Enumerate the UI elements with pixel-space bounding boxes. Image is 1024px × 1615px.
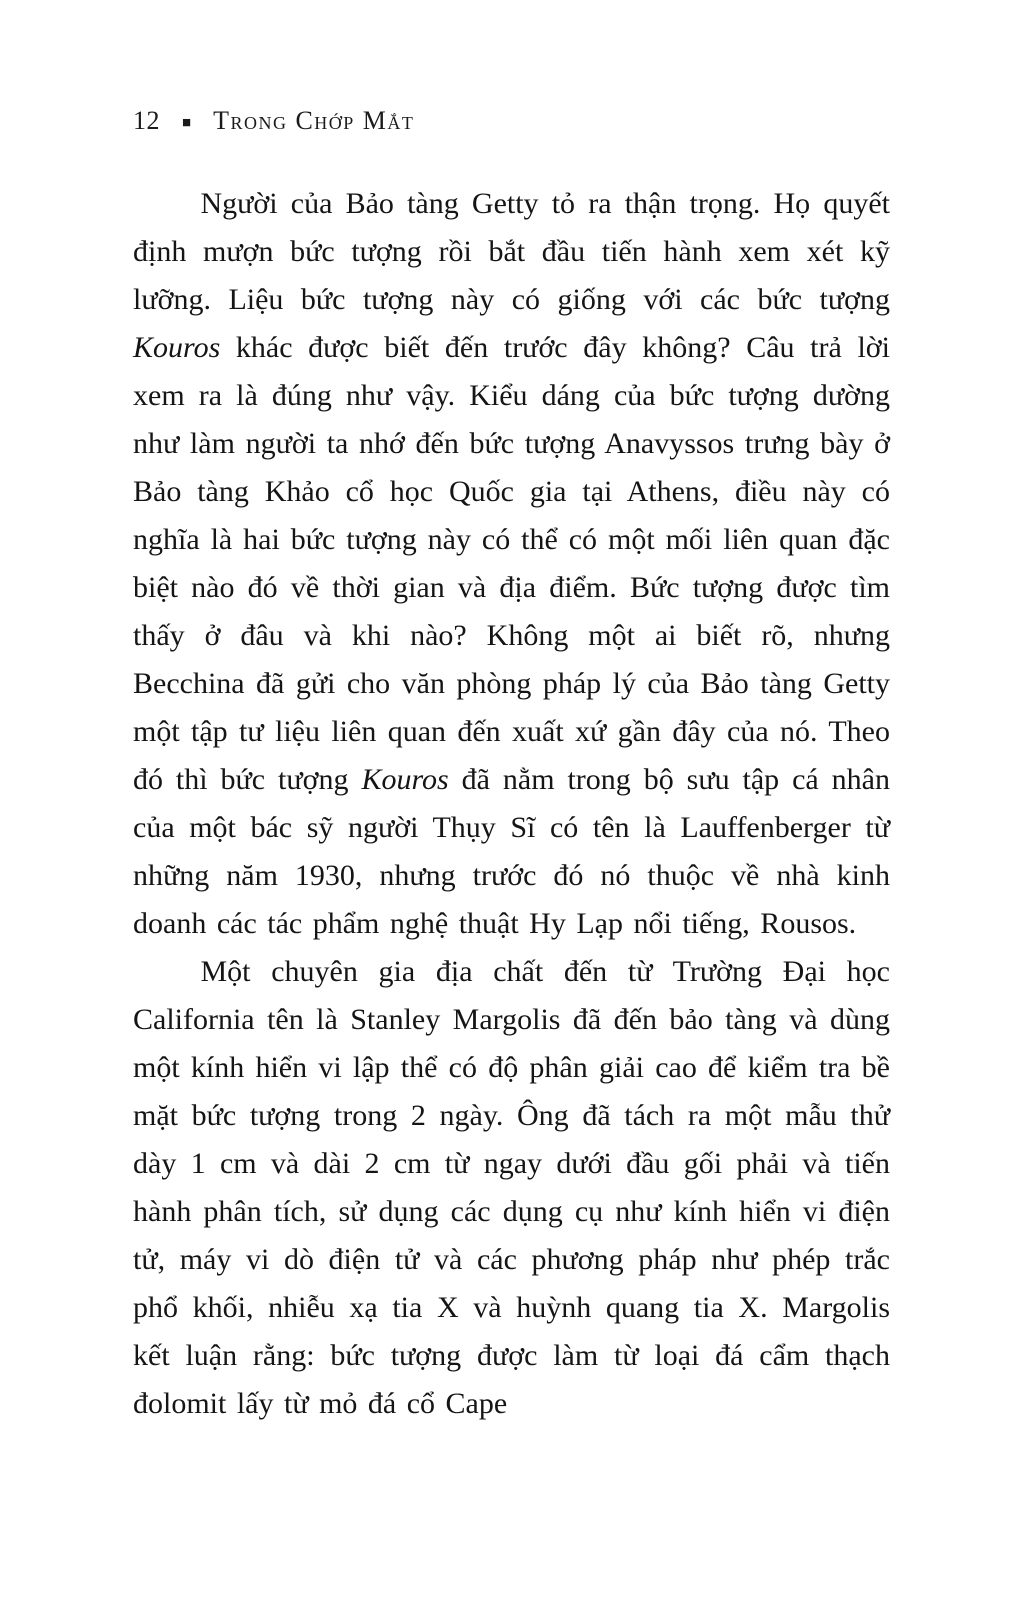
- text-run: khác được biết đến trước đây không? Câu trả lời xem ra là đúng như vậy. Kiểu dáng của bức tượng dường như làm người ta nhớ đến bức tượng Anavyssos trưng bày ở Bảo tàng Khảo cổ học Quốc gia tại Athens, điều này có nghĩa là hai bức tượng này có thể có một mối liên quan đặc biệt nào đó về thời gian và địa điểm. Bức tượng được tìm thấy ở đâu và khi nào? Không một ai biết rõ, nhưng Becchina đã gửi cho văn phòng pháp lý của Bảo tàng Getty một tập tư liệu liên quan đến xuất xứ gần đây của nó. Theo đó thì bức tượng: [133, 330, 890, 796]
- text-run: đã nằm trong bộ sưu tập cá nhân của một bác sỹ người Thụy Sĩ có tên là Lauffenberger từ những năm 1930, nhưng trước đó nó thuộc về nhà kinh doanh các tác phẩm nghệ thuật Hy Lạp nổi tiếng, Rousos.: [133, 762, 890, 940]
- running-title: Trong Chớp Mắt: [213, 106, 415, 135]
- page-header: [133, 106, 890, 136]
- text-run: Một chuyên gia địa chất đến từ Trường Đại học California tên là Stanley Margolis đã đến bảo tàng và dùng một kính hiển vi lập thể có độ phân giải cao để kiểm tra bề mặt bức tượng trong 2 ngày. Ông đã tách ra một mẫu thử dày 1 cm và dài 2 cm từ ngay dưới đầu gối phải và tiến hành phân tích, sử dụng các dụng cụ như kính hiển vi điện tử, máy vi dò điện tử và các phương pháp như phép trắc phổ khối, nhiễu xạ tia X và huỳnh quang tia X. Margolis kết luận rằng: bức tượng được làm từ loại đá cẩm thạch đolomit lấy từ mỏ đá cổ Cape: [133, 954, 890, 1420]
- square-bullet-icon: ■: [182, 115, 192, 131]
- paragraph: [133, 948, 890, 1428]
- paragraph: [133, 180, 890, 948]
- italic-text-run: Kouros: [361, 762, 449, 796]
- text-run: Người của Bảo tàng Getty tỏ ra thận trọng. Họ quyết định mượn bức tượng rồi bắt đầu tiến hành xem xét kỹ lưỡng. Liệu bức tượng này có giống với các bức tượng: [133, 186, 890, 316]
- page-number: 12: [133, 106, 160, 135]
- italic-text-run: Kouros: [133, 330, 221, 364]
- page-body: [133, 180, 890, 1428]
